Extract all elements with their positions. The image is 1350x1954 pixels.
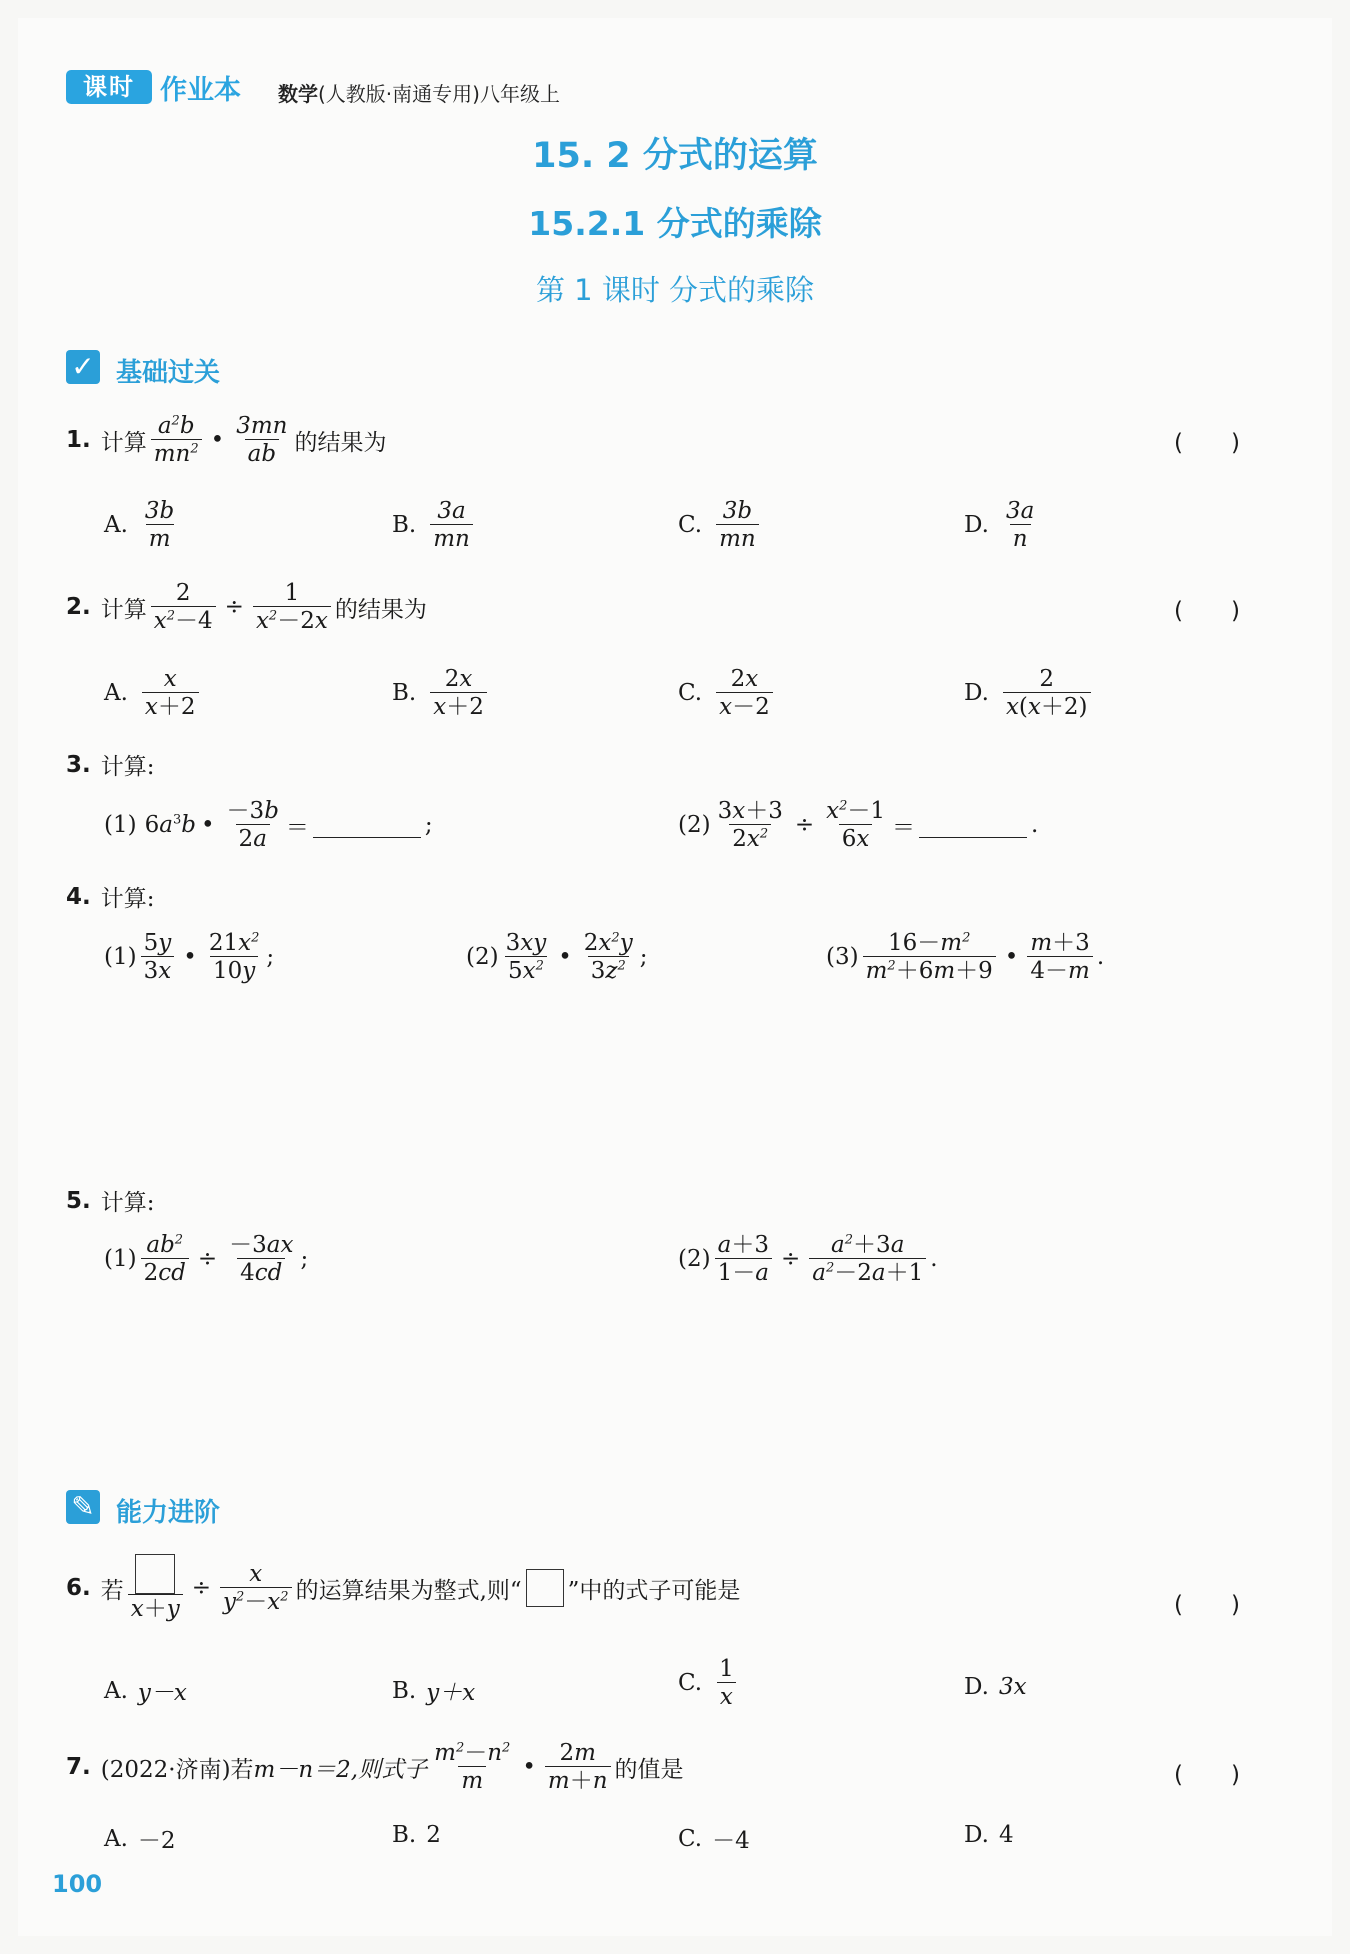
brand-name: 作业本	[160, 75, 241, 106]
fraction: $\frac{x^2-1}{6x}$	[826, 798, 886, 853]
question-prefix: 计算	[100, 596, 147, 623]
subsection-title: 15.2.1 分式的乘除	[528, 204, 822, 243]
option-a[interactable]: A. －2	[104, 1825, 176, 1854]
option-c[interactable]: C. $\frac{2x}{x-2}$	[678, 666, 777, 721]
option-a[interactable]: A. y－x	[104, 1677, 187, 1706]
question-number: 7.	[66, 1754, 91, 1781]
fraction: $\frac{21x^2}{10y}$	[208, 930, 260, 985]
part-label: (1)	[104, 1246, 137, 1273]
question-suffix: 的值是	[614, 1756, 684, 1783]
option-c[interactable]: C. －4	[678, 1825, 750, 1854]
question-suffix: ”中的式子可能是	[567, 1577, 741, 1604]
fraction: $\frac{m^2-n^2}{m}$	[434, 1740, 511, 1795]
question-number: 3.	[66, 751, 91, 778]
question-number: 6.	[66, 1575, 91, 1602]
question-label: 计算:	[100, 886, 155, 912]
option-d[interactable]: D. $\frac{3a}{n}$	[964, 498, 1035, 553]
fraction: $\frac{a^2b}{mn^2}$	[151, 413, 202, 468]
option-d[interactable]: D. 3x	[964, 1674, 1027, 1700]
question-6: 6. 若 x＋y ÷ $\frac{x}{y^2-x^2}$ 的运算结果为整式,则“ ”中的式子可能是	[66, 1554, 740, 1622]
fraction: $\frac{2x^2y}{3z^2}$	[583, 930, 633, 985]
option-b[interactable]: B. y＋x	[392, 1677, 476, 1706]
answer-paren: ( )	[1174, 430, 1240, 456]
part-label: (2)	[678, 812, 711, 839]
option-d[interactable]: D. 4	[964, 1822, 1014, 1848]
option-b[interactable]: B. 2	[392, 1822, 441, 1848]
fraction: $\frac{3xy}{5x^2}$	[505, 930, 547, 985]
checkbox-icon: ✓	[66, 350, 100, 384]
question-suffix: 的结果为	[334, 596, 427, 623]
fraction: $\frac{ab^2}{2cd}$	[141, 1232, 189, 1287]
option-c[interactable]: C. $\frac{1}{x}$	[678, 1656, 741, 1711]
question-prefix: 计算	[100, 429, 147, 456]
question-4-part-1: (1) $\frac{5y}{3x}$ • $\frac{21x^2}{10y}$ ;	[104, 930, 275, 985]
blank-box	[526, 1569, 564, 1607]
fraction: $\frac{x}{y^2-x^2}$	[220, 1561, 292, 1616]
question-3-part-2: (2) $\frac{3x+3}{2x^2}$ ÷ $\frac{x^2-1}{6x}$ ＝ .	[678, 798, 1039, 853]
fraction: $\frac{3x+3}{2x^2}$	[717, 798, 783, 853]
fraction: $\frac{a^2+3a}{a^2-2a+1}$	[809, 1232, 926, 1287]
question-middle: 的运算结果为整式,则“	[295, 1577, 522, 1604]
option-b[interactable]: B. $\frac{2x}{x+2}$	[392, 666, 491, 721]
fraction: x＋y	[128, 1554, 183, 1622]
answer-paren: ( )	[1174, 1762, 1240, 1788]
question-condition: m－n＝2,则式子	[253, 1756, 428, 1783]
part-label: (1)	[104, 812, 137, 839]
fraction: $\frac{a+3}{1-a}$	[715, 1232, 772, 1287]
question-4-part-2: (2) $\frac{3xy}{5x^2}$ • $\frac{2x^2y}{3z^2}$ ;	[466, 930, 648, 985]
part-label: (2)	[678, 1246, 711, 1273]
logo: 课时	[66, 70, 152, 104]
page-number: 100	[52, 1870, 103, 1898]
fraction: $\frac{-3b}{2a}$	[226, 798, 279, 853]
question-suffix: 的结果为	[294, 429, 387, 456]
subject-edition: (人教版·南通专用)八年级上	[318, 82, 560, 106]
question-label: 计算:	[100, 754, 155, 780]
question-3	[66, 748, 155, 781]
fraction: $\frac{m+3}{4-m}$	[1027, 930, 1092, 985]
question-prefix: (2022·济南)若	[100, 1756, 254, 1783]
pencil-icon: ✎	[66, 1490, 100, 1524]
lesson-title: 第 1 课时 分式的乘除	[535, 273, 815, 307]
question-label: 计算:	[100, 1190, 155, 1216]
answer-paren: ( )	[1174, 598, 1240, 624]
question-2: 2. 计算 $\frac{2}{x^2-4}$ ÷ $\frac{1}{x^2-2x}$ 的结果为	[66, 580, 427, 635]
question-1: 1. 计算 $\frac{a^2b}{mn^2}$ • $\frac{3mn}{ab}$ 的结果为	[66, 413, 387, 468]
fraction: $\frac{3mn}{ab}$	[236, 413, 288, 468]
question-prefix: 若	[100, 1577, 124, 1604]
fraction: $\frac{-3ax}{4cd}$	[229, 1232, 294, 1287]
question-3-part-1: (1) $6a^3b$ • $\frac{-3b}{2a}$ ＝ ;	[104, 798, 433, 853]
part-label: (3)	[826, 944, 859, 971]
question-number: 5.	[66, 1187, 91, 1214]
subject-name: 数学	[278, 82, 318, 106]
question-5-part-2: (2) $\frac{a+3}{1-a}$ ÷ $\frac{a^2+3a}{a^2-2a+1}$ .	[678, 1232, 938, 1287]
part-label: (2)	[466, 944, 499, 971]
answer-paren: ( )	[1174, 1592, 1240, 1618]
option-b[interactable]: B. $\frac{3a}{mn}$	[392, 498, 477, 553]
subject-line	[278, 78, 560, 107]
part-label: (1)	[104, 944, 137, 971]
fraction: $\frac{2}{x^2-4}$	[151, 580, 216, 635]
blank-box[interactable]	[135, 1554, 175, 1594]
answer-blank[interactable]	[313, 813, 421, 838]
fraction: $\frac{1}{x^2-2x}$	[253, 580, 331, 635]
question-5-part-1: (1) $\frac{ab^2}{2cd}$ ÷ $\frac{-3ax}{4cd}$ ;	[104, 1232, 309, 1287]
fraction: $\frac{5y}{3x}$	[141, 930, 175, 985]
section-basic-title: 基础过关	[116, 358, 221, 388]
question-number: 1.	[66, 427, 91, 454]
fraction: $\frac{2m}{m+n}$	[545, 1740, 611, 1795]
fraction: $\frac{16-m^2}{m^2+6m+9}$	[863, 930, 996, 985]
option-a[interactable]: A. $\frac{x}{x+2}$	[104, 666, 203, 721]
answer-blank[interactable]	[919, 813, 1027, 838]
option-c[interactable]: C. $\frac{3b}{mn}$	[678, 498, 763, 553]
question-4-part-3: (3) $\frac{16-m^2}{m^2+6m+9}$ • $\frac{m+3}{4-m}$ .	[826, 930, 1105, 985]
question-7: 7. (2022·济南)若 m－n＝2,则式子 $\frac{m^2-n^2}{m}$ • $\frac{2m}{m+n}$ 的值是	[66, 1740, 684, 1795]
section-title: 15. 2 分式的运算	[532, 136, 818, 176]
question-number: 2.	[66, 594, 91, 621]
section-advanced-title: 能力进阶	[116, 1498, 221, 1528]
option-d[interactable]: D. $\frac{2}{x(x+2)}$	[964, 666, 1095, 721]
option-a[interactable]: A. $\frac{3b}{m}$	[104, 498, 175, 553]
question-5	[66, 1184, 155, 1217]
question-4	[66, 880, 155, 913]
question-number: 4.	[66, 883, 91, 910]
